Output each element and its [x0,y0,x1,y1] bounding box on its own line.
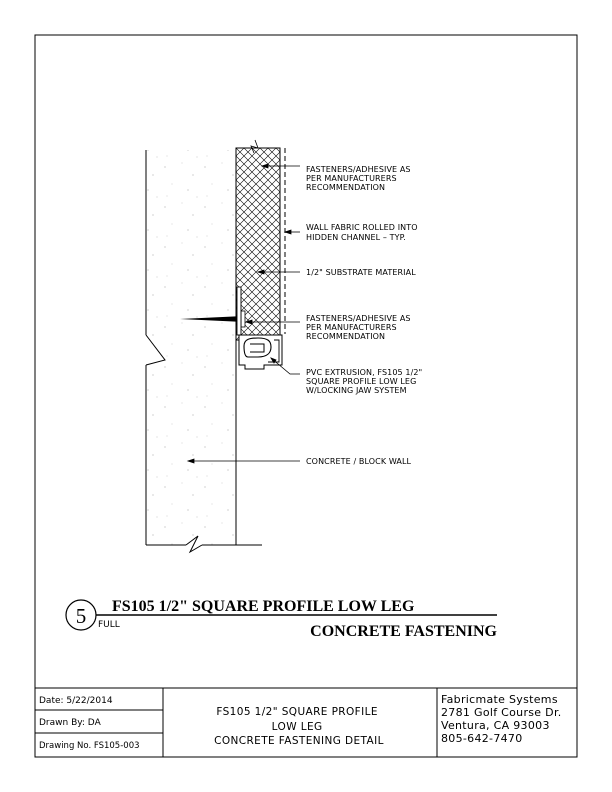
callout-pvc-extrusion: PVC EXTRUSION, FS105 1/2" SQUARE PROFILE LOW LEG W/LOCKING JAW SYSTEM [306,368,423,395]
title-block-drawn-by: Drawn By: DA [39,718,101,728]
substrate-panel [236,140,280,340]
callout-substrate: 1/2" SUBSTRATE MATERIAL [306,268,416,277]
title-block-company: Fabricmate Systems 2781 Golf Course Dr. Ventura, CA 93003 805-642-7470 [441,693,562,745]
sheet-border [35,35,577,757]
title-block-drawing-number: Drawing No. FS105-003 [39,741,140,751]
detail-scale: FULL [98,620,120,630]
callout-concrete-wall: CONCRETE / BLOCK WALL [306,457,412,466]
callout-fasteners-bottom: FASTENERS/ADHESIVE AS PER MANUFACTURERS RECOMMENDATION [306,314,411,341]
title-block-date: Date: 5/22/2014 [39,696,113,706]
detail-number: 5 [75,604,87,628]
callout-wall-fabric: WALL FABRIC ROLLED INTO HIDDEN CHANNEL – TYP. [306,223,418,242]
callout-fasteners-top: FASTENERS/ADHESIVE AS PER MANUFACTURERS RECOMMENDATION [306,165,411,192]
detail-title [66,598,498,640]
title-block-description: FS105 1/2" SQUARE PROFILE LOW LEG CONCRETE FASTENING DETAIL [214,706,384,747]
detail-title-line1: FS105 1/2" SQUARE PROFILE LOW LEG [112,598,415,615]
title-block [35,688,577,757]
detail-title-line2: CONCRETE FASTENING [310,623,497,640]
